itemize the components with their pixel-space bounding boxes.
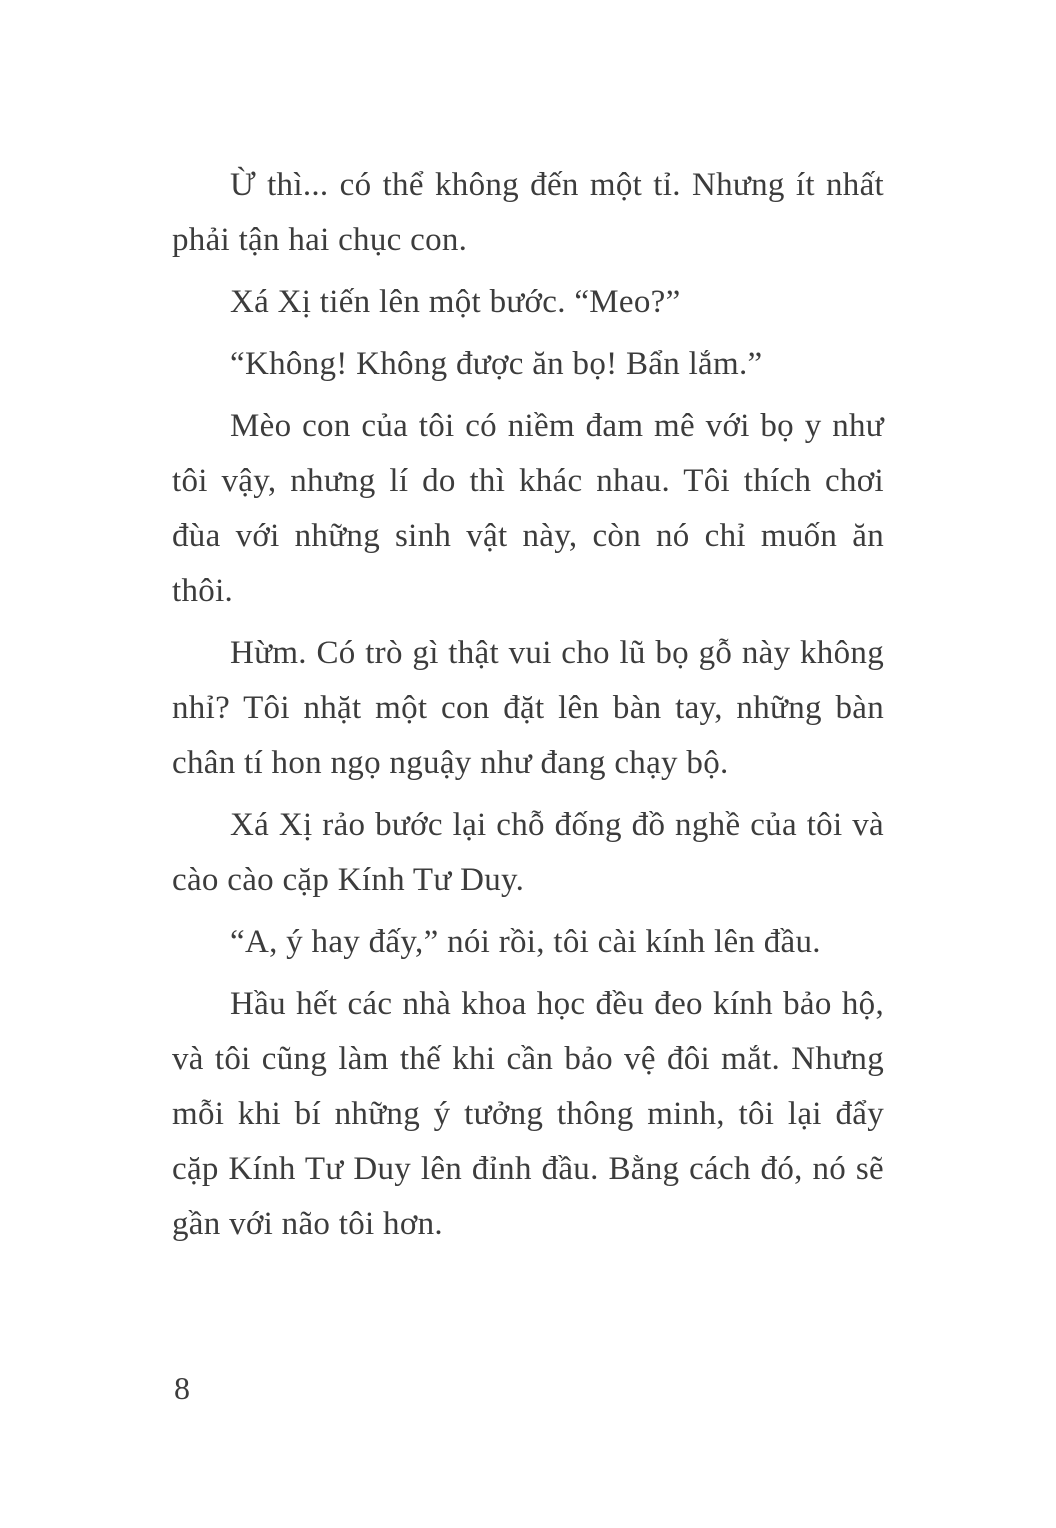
paragraph: “Không! Không được ăn bọ! Bẩn lắm.” — [230, 346, 763, 382]
paragraph: Ừ thì... có thể không đến một tỉ. Nhưng ít nhất phải tận hai chục con. — [172, 167, 884, 258]
paragraph: Mèo con của tôi có niềm đam mê với bọ y như tôi vậy, nhưng lí do thì khác nhau. Tôi thích chơi đùa với những sinh vật này, còn nó chỉ muốn ăn thôi. — [172, 408, 884, 609]
paragraph: Hầu hết các nhà khoa học đều đeo kính bảo hộ, và tôi cũng làm thế khi cần bảo vệ đôi mắt. Nhưng mỗi khi bí những ý tưởng thông minh, tôi lại đẩy cặp Kính Tư Duy lên đỉnh đầu. Bằng cách đó, nó sẽ gần với não tôi hơn. — [172, 986, 884, 1242]
page-body-text — [172, 158, 884, 1259]
page-number: 8 — [174, 1370, 190, 1406]
paragraph: “A, ý hay đấy,” nói rồi, tôi cài kính lên đầu. — [230, 924, 821, 960]
paragraph: Hừm. Có trò gì thật vui cho lũ bọ gỗ này không nhỉ? Tôi nhặt một con đặt lên bàn tay, những bàn chân tí hon ngọ nguậy như đang chạy bộ. — [172, 635, 884, 781]
paragraph: Xá Xị tiến lên một bước. “Meo?” — [230, 284, 681, 320]
paragraph: Xá Xị rảo bước lại chỗ đống đồ nghề của tôi và cào cào cặp Kính Tư Duy. — [172, 807, 884, 898]
